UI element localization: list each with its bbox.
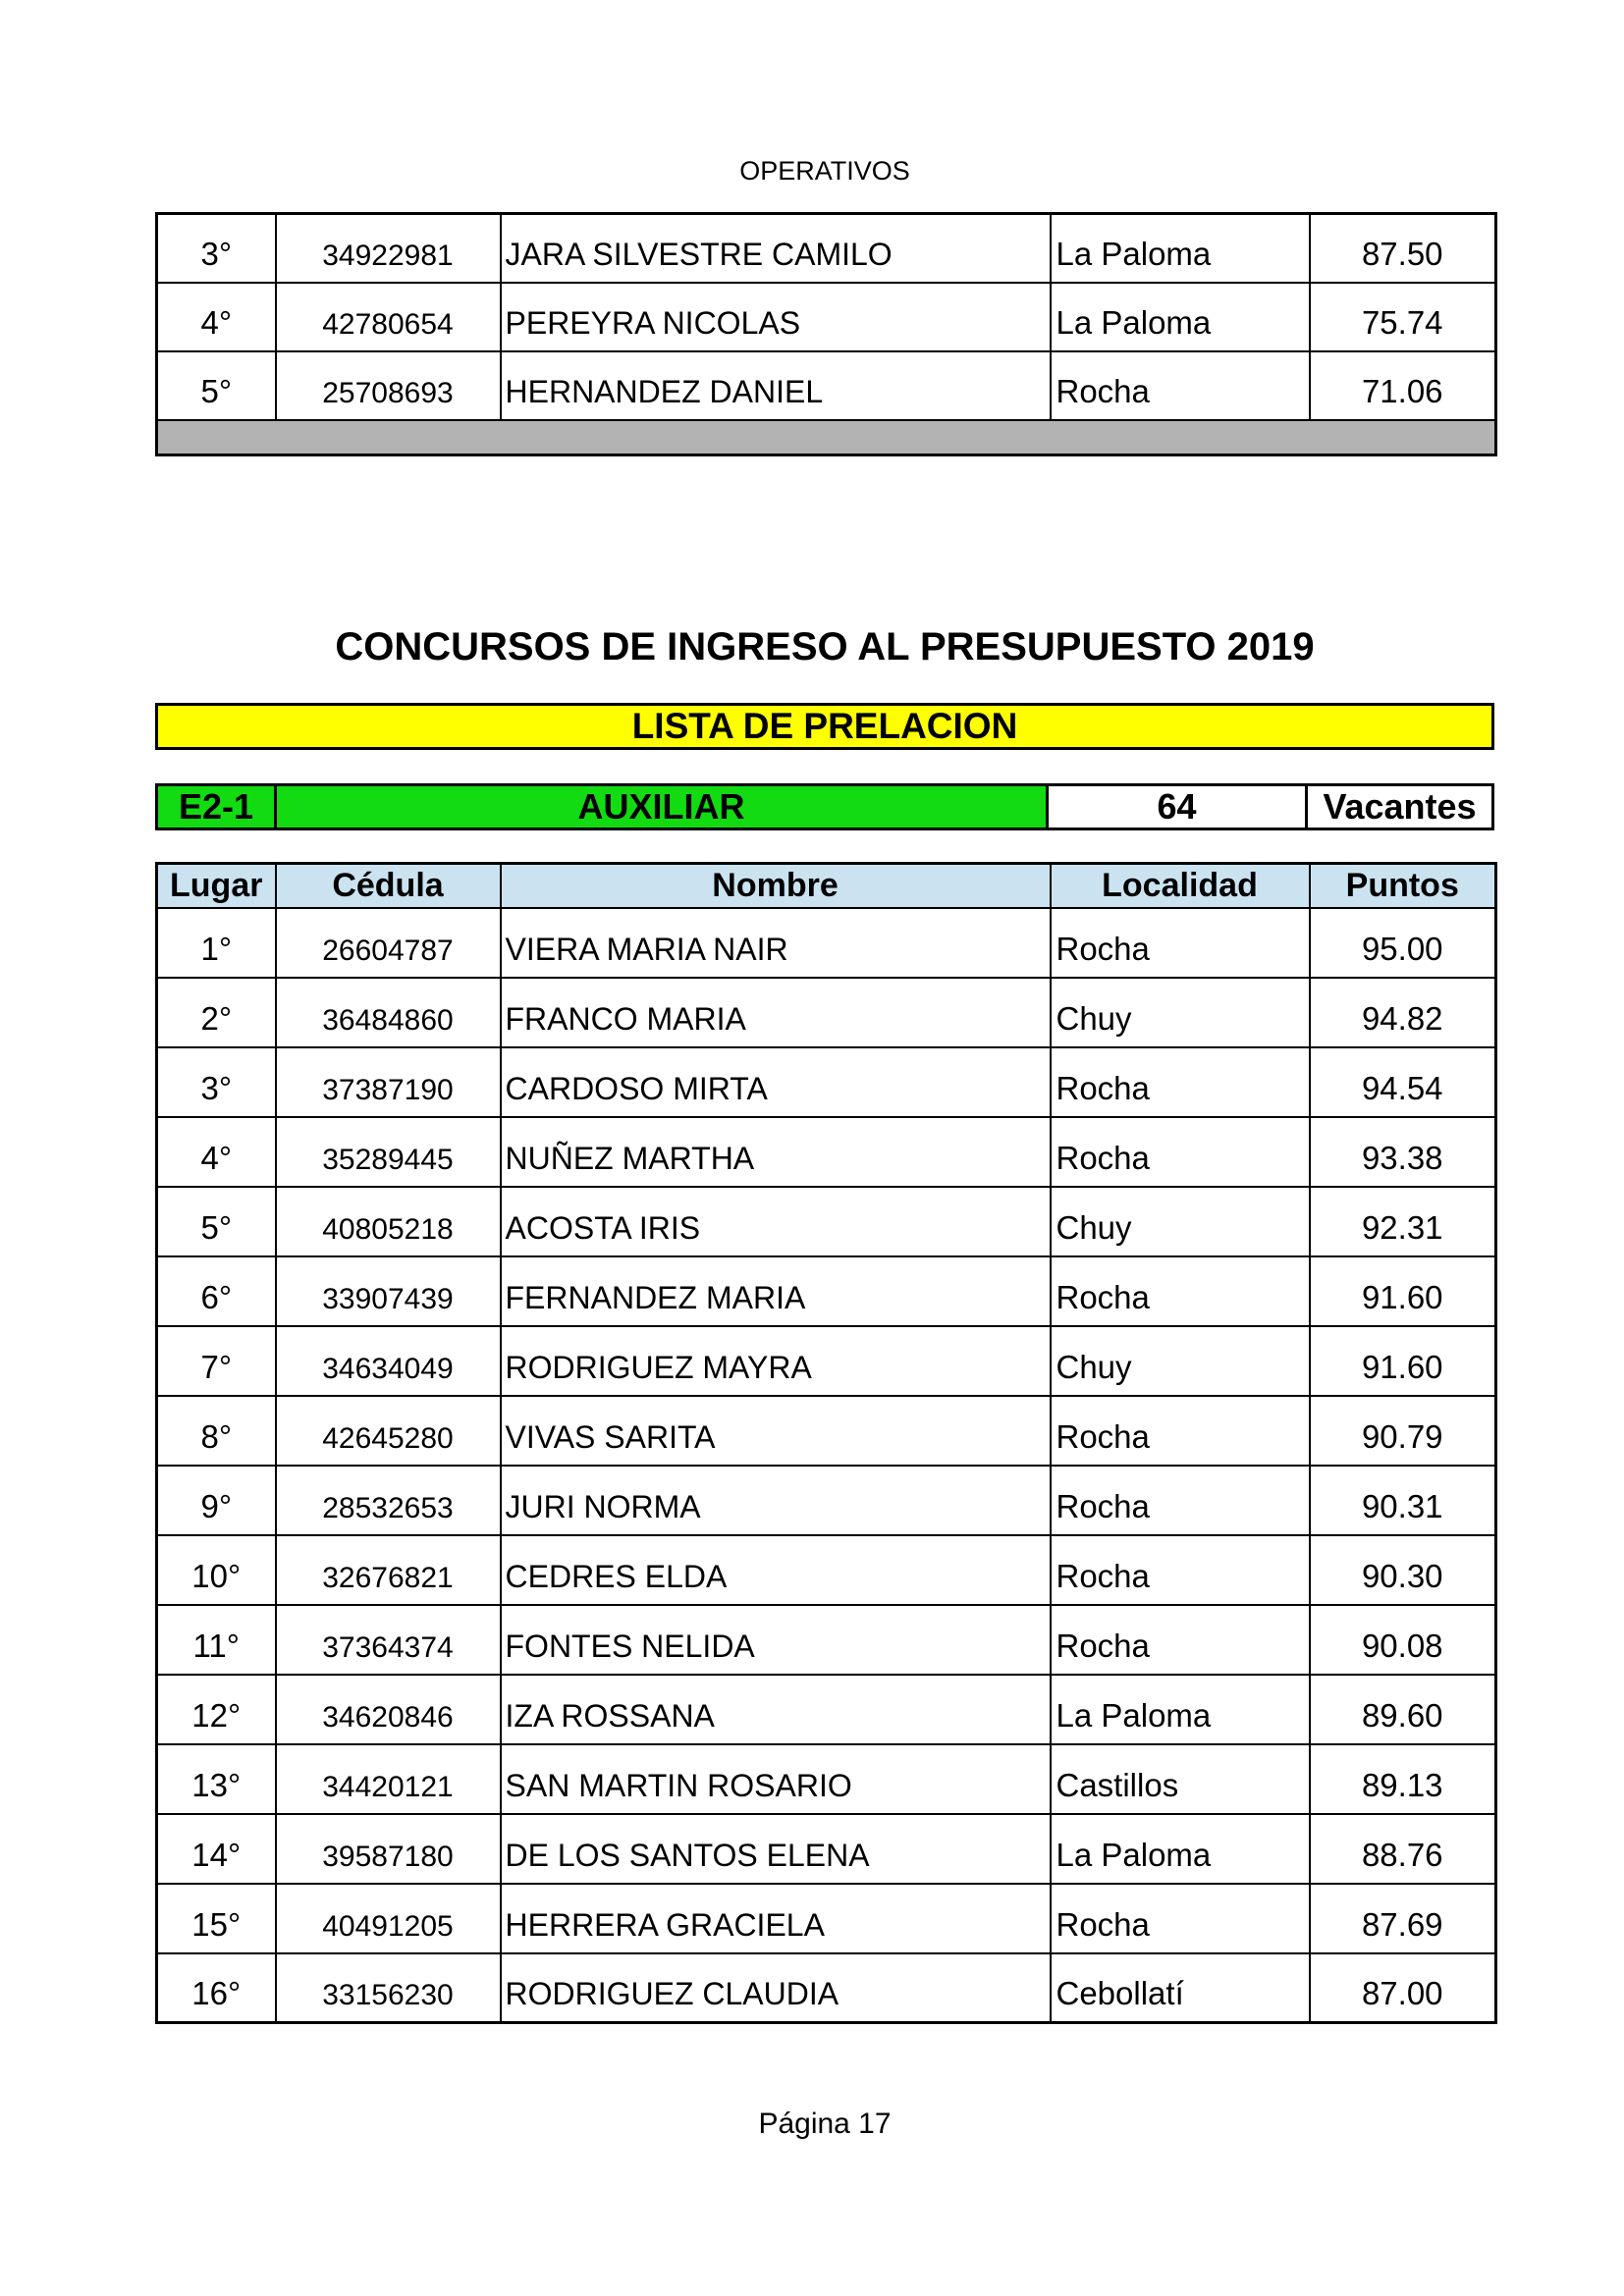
cell-cedula: 42780654 <box>276 283 501 351</box>
cell-localidad: Chuy <box>1051 1187 1310 1256</box>
cell-nombre: RODRIGUEZ MAYRA <box>501 1326 1051 1396</box>
cell-localidad: La Paloma <box>1051 214 1310 283</box>
cell-puntos: 87.00 <box>1310 1953 1496 2023</box>
table-row <box>157 1884 1496 1953</box>
cell-lugar: 3° <box>157 1047 276 1117</box>
table-header-row <box>157 864 1496 908</box>
cell-puntos: 75.74 <box>1310 283 1496 351</box>
cell-nombre: ACOSTA IRIS <box>501 1187 1051 1256</box>
cell-lugar: 13° <box>157 1744 276 1814</box>
cell-cedula: 36484860 <box>276 978 501 1047</box>
table-footer-spacer <box>157 420 1496 455</box>
cell-localidad: Chuy <box>1051 978 1310 1047</box>
column-header-cedula: Cédula <box>276 864 501 908</box>
cell-localidad: La Paloma <box>1051 283 1310 351</box>
cell-lugar: 4° <box>157 1117 276 1187</box>
cell-cedula: 34420121 <box>276 1744 501 1814</box>
table-row <box>157 1326 1496 1396</box>
cell-puntos: 87.69 <box>1310 1884 1496 1953</box>
cell-lugar: 15° <box>157 1884 276 1953</box>
cell-cedula: 40805218 <box>276 1187 501 1256</box>
cell-nombre: CARDOSO MIRTA <box>501 1047 1051 1117</box>
cell-cedula: 34634049 <box>276 1326 501 1396</box>
cell-puntos: 90.30 <box>1310 1535 1496 1605</box>
table-row <box>157 214 1496 283</box>
cell-localidad: Rocha <box>1051 1117 1310 1187</box>
column-header-nombre: Nombre <box>501 864 1051 908</box>
cell-puntos: 91.60 <box>1310 1256 1496 1326</box>
cell-puntos: 92.31 <box>1310 1187 1496 1256</box>
cell-puntos: 88.76 <box>1310 1814 1496 1884</box>
cell-cedula: 33156230 <box>276 1953 501 2023</box>
cell-lugar: 2° <box>157 978 276 1047</box>
cell-lugar: 10° <box>157 1535 276 1605</box>
cell-nombre: HERNANDEZ DANIEL <box>501 351 1051 420</box>
cell-nombre: FONTES NELIDA <box>501 1605 1051 1675</box>
cell-puntos: 94.82 <box>1310 978 1496 1047</box>
cell-lugar: 9° <box>157 1466 276 1535</box>
cell-localidad: Rocha <box>1051 351 1310 420</box>
cell-nombre: FERNANDEZ MARIA <box>501 1256 1051 1326</box>
cell-nombre: VIVAS SARITA <box>501 1396 1051 1466</box>
cell-cedula: 40491205 <box>276 1884 501 1953</box>
cell-lugar: 4° <box>157 283 276 351</box>
table-row <box>157 1744 1496 1814</box>
cell-nombre: DE LOS SANTOS ELENA <box>501 1814 1051 1884</box>
cell-puntos: 71.06 <box>1310 351 1496 420</box>
cell-localidad: Rocha <box>1051 1884 1310 1953</box>
cell-nombre: SAN MARTIN ROSARIO <box>501 1744 1051 1814</box>
table-row <box>157 1675 1496 1744</box>
table-row <box>157 1466 1496 1535</box>
table-row <box>157 1396 1496 1466</box>
cell-lugar: 5° <box>157 1187 276 1256</box>
prelation-results-table <box>155 862 1497 2024</box>
cell-lugar: 5° <box>157 351 276 420</box>
grade-code-cell: E2-1 <box>158 786 274 828</box>
cell-cedula: 37387190 <box>276 1047 501 1117</box>
table-row <box>157 351 1496 420</box>
cell-localidad: Rocha <box>1051 1605 1310 1675</box>
table-row <box>157 1535 1496 1605</box>
column-header-puntos: Puntos <box>1310 864 1496 908</box>
table-row <box>157 1814 1496 1884</box>
section-title: CONCURSOS DE INGRESO AL PRESUPUESTO 2019 <box>335 625 1315 668</box>
cell-cedula: 34620846 <box>276 1675 501 1744</box>
cell-localidad: Rocha <box>1051 1256 1310 1326</box>
table-row <box>157 1047 1496 1117</box>
cell-cedula: 42645280 <box>276 1396 501 1466</box>
cell-nombre: PEREYRA NICOLAS <box>501 283 1051 351</box>
cell-puntos: 93.38 <box>1310 1117 1496 1187</box>
cell-localidad: Rocha <box>1051 1466 1310 1535</box>
cell-puntos: 95.00 <box>1310 908 1496 978</box>
prelation-list-banner-label: LISTA DE PRELACION <box>631 706 1018 746</box>
spacer-cell <box>157 420 1496 455</box>
cell-cedula: 35289445 <box>276 1117 501 1187</box>
cell-localidad: Chuy <box>1051 1326 1310 1396</box>
cell-cedula: 39587180 <box>276 1814 501 1884</box>
table-row <box>157 1117 1496 1187</box>
cell-nombre: NUÑEZ MARTHA <box>501 1117 1051 1187</box>
cell-puntos: 91.60 <box>1310 1326 1496 1396</box>
cell-puntos: 89.60 <box>1310 1675 1496 1744</box>
cell-puntos: 90.08 <box>1310 1605 1496 1675</box>
cell-lugar: 1° <box>157 908 276 978</box>
cell-localidad: Castillos <box>1051 1744 1310 1814</box>
cell-nombre: HERRERA GRACIELA <box>501 1884 1051 1953</box>
cell-cedula: 28532653 <box>276 1466 501 1535</box>
cell-cedula: 33907439 <box>276 1256 501 1326</box>
cell-cedula: 32676821 <box>276 1535 501 1605</box>
cell-nombre: RODRIGUEZ CLAUDIA <box>501 1953 1051 2023</box>
table-row <box>157 908 1496 978</box>
cell-cedula: 25708693 <box>276 351 501 420</box>
cell-lugar: 16° <box>157 1953 276 2023</box>
cell-nombre: VIERA MARIA NAIR <box>501 908 1051 978</box>
cell-nombre: CEDRES ELDA <box>501 1535 1051 1605</box>
cell-puntos: 94.54 <box>1310 1047 1496 1117</box>
cell-puntos: 90.31 <box>1310 1466 1496 1535</box>
cell-lugar: 11° <box>157 1605 276 1675</box>
cell-localidad: Rocha <box>1051 1396 1310 1466</box>
vacancy-count-cell: 64 <box>1046 786 1305 828</box>
cell-lugar: 14° <box>157 1814 276 1884</box>
cell-lugar: 3° <box>157 214 276 283</box>
column-header-lugar: Lugar <box>157 864 276 908</box>
prelation-list-banner <box>155 703 1494 750</box>
column-header-localidad: Localidad <box>1051 864 1310 908</box>
cell-cedula: 34922981 <box>276 214 501 283</box>
vacancy-label-cell: Vacantes <box>1305 786 1491 828</box>
cell-lugar: 6° <box>157 1256 276 1326</box>
cell-localidad: Rocha <box>1051 1535 1310 1605</box>
cell-localidad: La Paloma <box>1051 1675 1310 1744</box>
table-row <box>157 283 1496 351</box>
table-row <box>157 1605 1496 1675</box>
cell-nombre: JARA SILVESTRE CAMILO <box>501 214 1051 283</box>
cell-lugar: 12° <box>157 1675 276 1744</box>
table-row <box>157 1187 1496 1256</box>
cell-puntos: 89.13 <box>1310 1744 1496 1814</box>
cell-lugar: 8° <box>157 1396 276 1466</box>
cell-nombre: JURI NORMA <box>501 1466 1051 1535</box>
cell-localidad: La Paloma <box>1051 1814 1310 1884</box>
grade-row <box>155 783 1494 830</box>
cell-puntos: 87.50 <box>1310 214 1496 283</box>
cell-nombre: FRANCO MARIA <box>501 978 1051 1047</box>
cell-lugar: 7° <box>157 1326 276 1396</box>
table-row <box>157 1256 1496 1326</box>
grade-position-cell: AUXILIAR <box>274 786 1046 828</box>
cell-localidad: Cebollatí <box>1051 1953 1310 2023</box>
page-footer: Página 17 <box>758 2108 892 2140</box>
cell-cedula: 37364374 <box>276 1605 501 1675</box>
cell-cedula: 26604787 <box>276 908 501 978</box>
page-header-title: OPERATIVOS <box>739 156 910 186</box>
cell-puntos: 90.79 <box>1310 1396 1496 1466</box>
cell-localidad: Rocha <box>1051 908 1310 978</box>
table-row <box>157 978 1496 1047</box>
table-row <box>157 1953 1496 2023</box>
cell-localidad: Rocha <box>1051 1047 1310 1117</box>
cell-nombre: IZA ROSSANA <box>501 1675 1051 1744</box>
operativos-continuation-table <box>155 212 1497 456</box>
